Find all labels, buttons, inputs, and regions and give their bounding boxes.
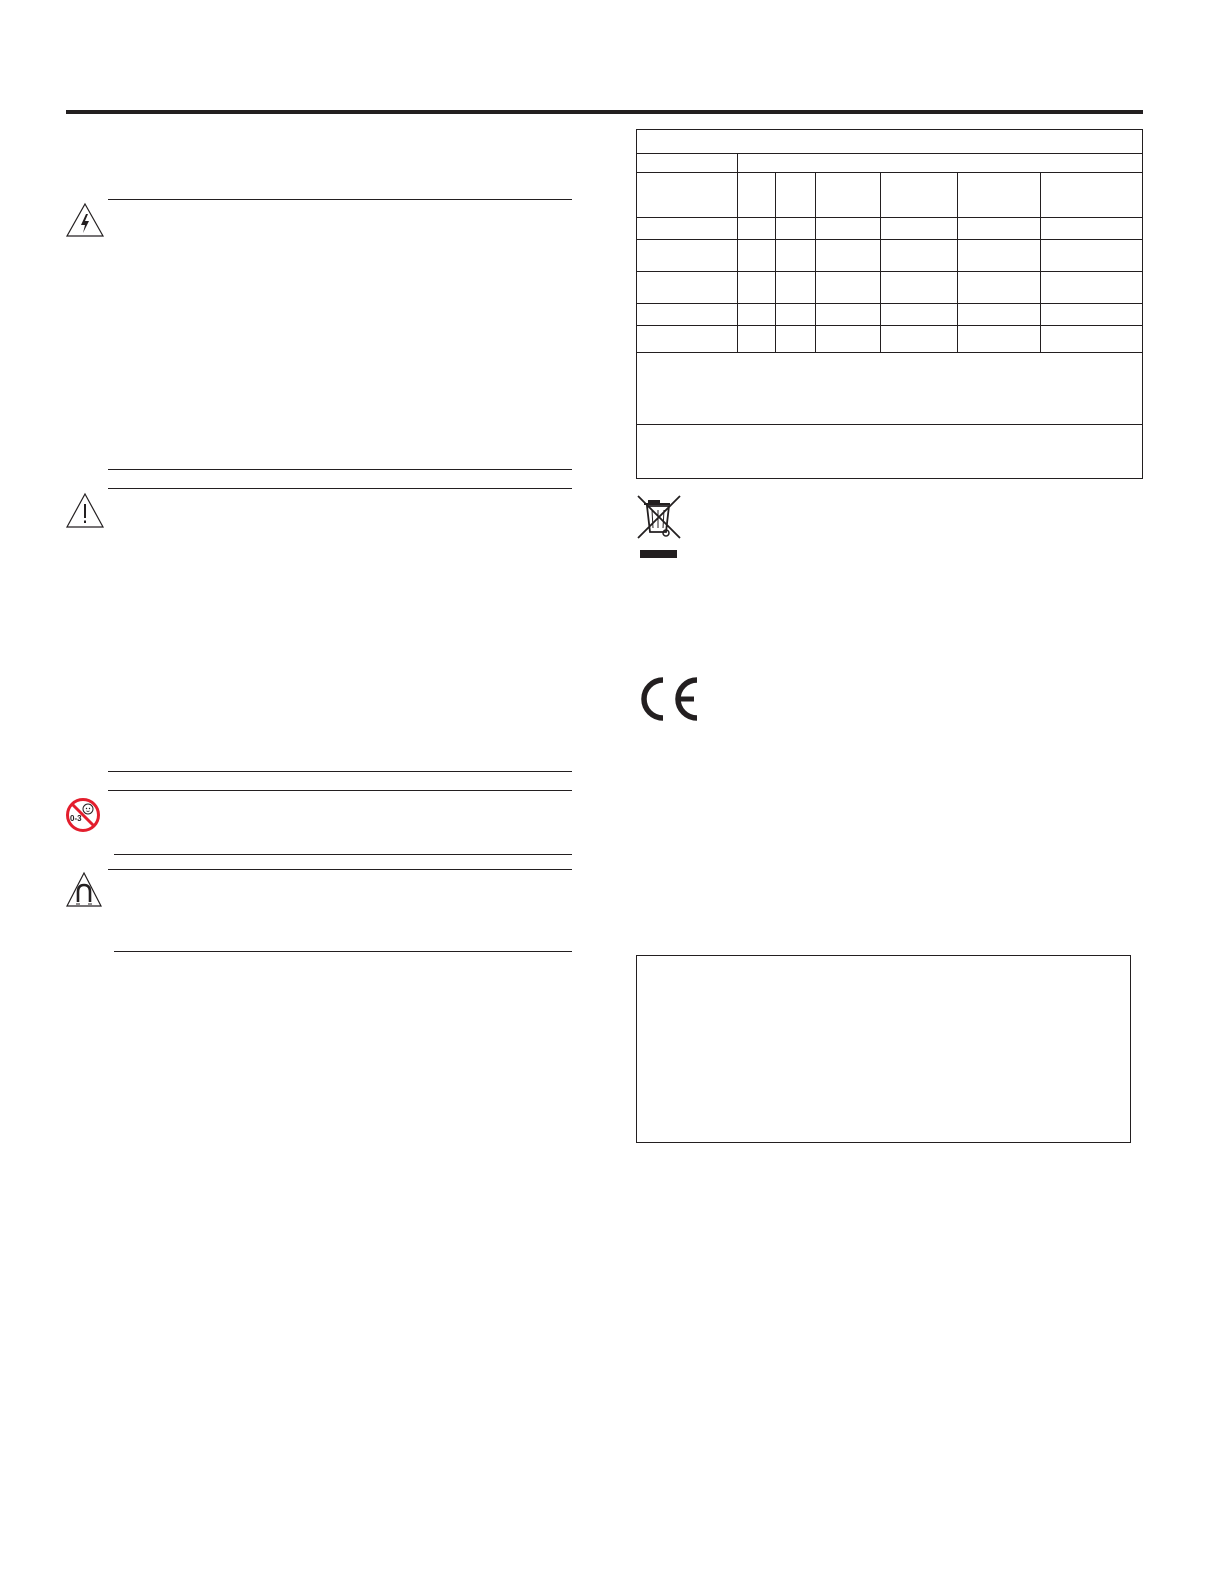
section-divider bbox=[114, 951, 572, 952]
not-for-children-0-3-icon bbox=[65, 797, 101, 833]
age-badge-text: 0-3 bbox=[70, 814, 82, 823]
section-divider bbox=[108, 488, 572, 489]
table-row bbox=[637, 326, 1143, 353]
table-footnote-row bbox=[637, 353, 1143, 425]
table-column-headers bbox=[637, 173, 1143, 218]
section-divider bbox=[108, 771, 572, 772]
section-divider bbox=[114, 854, 572, 855]
section-divider bbox=[108, 790, 572, 791]
table-title-row bbox=[637, 130, 1143, 154]
general-caution-icon bbox=[65, 492, 105, 529]
table-header-row bbox=[637, 154, 1143, 173]
hazard-substances-table bbox=[636, 129, 1143, 479]
table-row bbox=[637, 240, 1143, 272]
section-divider bbox=[108, 469, 572, 470]
crossed-out-wheelie-bin-icon bbox=[636, 494, 684, 560]
table-row bbox=[637, 272, 1143, 304]
header-rule bbox=[66, 110, 1143, 114]
table-row bbox=[637, 304, 1143, 326]
electric-shock-warning-icon bbox=[65, 202, 105, 238]
table-row bbox=[637, 218, 1143, 240]
table-footnote-row bbox=[637, 425, 1143, 479]
section-divider bbox=[108, 199, 572, 200]
notice-box bbox=[636, 955, 1131, 1143]
section-divider bbox=[108, 869, 572, 870]
magnet-warning-icon bbox=[65, 871, 103, 908]
ce-mark-icon bbox=[636, 676, 702, 722]
